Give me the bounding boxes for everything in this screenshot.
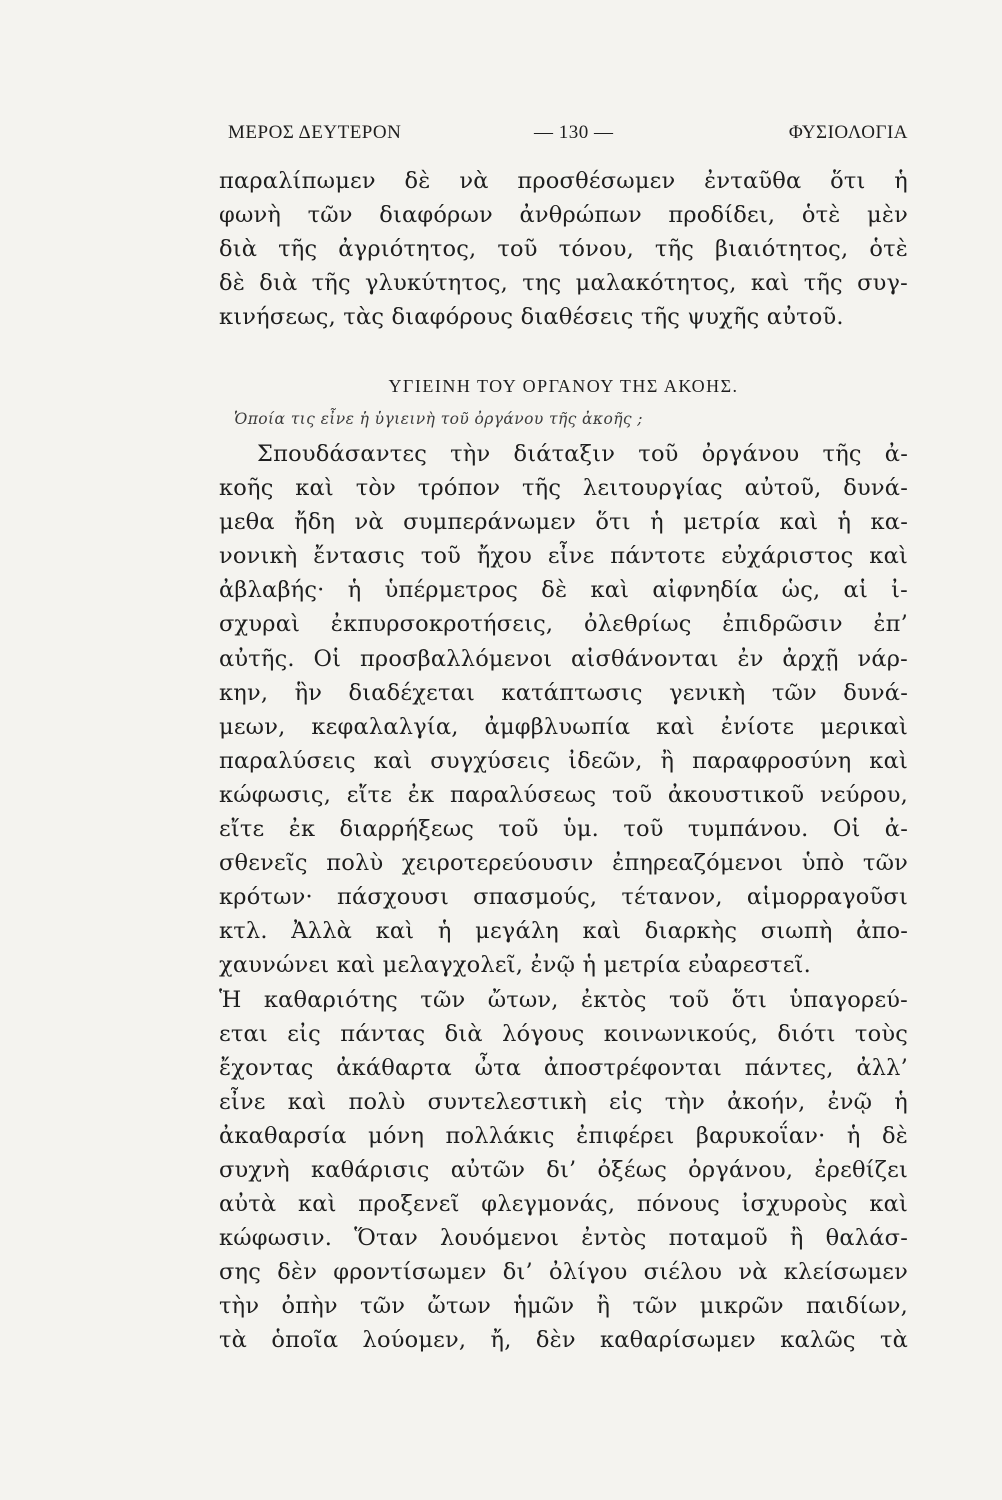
text-line: δὲ διὰ τῆς γλυκύτητος, της μαλακότητος, καὶ τῆς συγ- bbox=[219, 270, 908, 297]
text-line: διὰ τῆς ἀγριότητος, τοῦ τόνου, τῆς βιαιότητος, ὁτὲ bbox=[219, 236, 908, 263]
text-line: σχυραὶ ἐκπυρσοκροτήσεις, ὀλεθρίως ἐπιδρῶσιν ἐπ’ bbox=[219, 611, 908, 638]
section-body bbox=[219, 437, 908, 1358]
text-line: τὴν ὀπὴν τῶν ὤτων ἡμῶν ἢ τῶν μικρῶν παιδίων, bbox=[219, 1293, 908, 1320]
text-line: κινήσεως, τὰς διαφόρους διαθέσεις τῆς ψυχῆς αὐτοῦ. bbox=[219, 304, 844, 331]
text-line: παραλύσεις καὶ συγχύσεις ἰδεῶν, ἢ παραφροσύνη καὶ bbox=[219, 747, 908, 774]
text-line: φωνὴ τῶν διαφόρων ἀνθρώπων προδίδει, ὁτὲ μὲν bbox=[219, 202, 908, 229]
text-line: Ἡ καθαριότης τῶν ὤτων, ἐκτὸς τοῦ ὅτι ὑπαγορεύ- bbox=[219, 986, 908, 1013]
text-line: κρότων· πάσχουσι σπασμούς, τέτανον, αἱμορραγοῦσι bbox=[219, 884, 908, 911]
text-line: χαυνώνει καὶ μελαγχολεῖ, ἐνῷ ἡ μετρία εὐαρεστεῖ. bbox=[219, 952, 811, 979]
text-line: εἶνε καὶ πολὺ συντελεστικὴ εἰς τὴν ἀκοήν, ἐνῷ ἡ bbox=[219, 1088, 908, 1115]
text-line: κην, ἣν διαδέχεται κατάπτωσις γενικὴ τῶν δυνά- bbox=[219, 679, 908, 706]
header-part-title: ΜΕΡΟΣ ΔΕΥΤΕΡΟΝ bbox=[228, 122, 402, 143]
text-line: συχνὴ καθάρισις αὐτῶν δι’ ὀξέως ὀργάνου, ἐρεθίζει bbox=[219, 1156, 908, 1183]
text-line: παραλίπωμεν δὲ νὰ προσθέσωμεν ἐνταῦθα ὅτι ἡ bbox=[219, 168, 908, 194]
paragraph-continued bbox=[219, 164, 908, 334]
text-line: κώφωσις, εἴτε ἐκ παραλύσεως τοῦ ἀκουστικοῦ νεύρου, bbox=[219, 781, 908, 808]
text-line: νονικὴ ἔντασις τοῦ ἤχου εἶνε πάντοτε εὐχάριστος καὶ bbox=[219, 543, 908, 570]
text-line: κτλ. Ἀλλὰ καὶ ἡ μεγάλη καὶ διαρκὴς σιωπὴ ἀπο- bbox=[219, 918, 908, 945]
text-line: αὐτὰ καὶ προξενεῖ φλεγμονάς, πόνους ἰσχυροὺς καὶ bbox=[219, 1191, 908, 1218]
text-line: ἀκαθαρσία μόνη πολλάκις ἐπιφέρει βαρυκοΐαν· ἡ δὲ bbox=[219, 1122, 908, 1149]
text-line: μεων, κεφαλαλγία, ἀμφβλυωπία καὶ ἐνίοτε μερικαὶ bbox=[219, 713, 908, 740]
text-line: αὐτῆς. Οἱ προσβαλλόμενοι αἰσθάνονται ἐν ἀρχῇ νάρ- bbox=[219, 645, 908, 672]
text-line: εται εἰς πάντας διὰ λόγους κοινωνικούς, διότι τοὺς bbox=[219, 1020, 908, 1047]
text-line: μεθα ἤδη νὰ συμπεράνωμεν ὅτι ἡ μετρία καὶ ἡ κα- bbox=[219, 509, 908, 536]
text-line: ἀβλαβής· ἡ ὑπέρμετρος δὲ καὶ αἰφνηδία ὡς, αἱ ἰ- bbox=[219, 577, 908, 604]
text-line: εἴτε ἐκ διαρρήξεως τοῦ ὑμ. τοῦ τυμπάνου. Οἱ ἀ- bbox=[219, 816, 908, 843]
running-header bbox=[228, 122, 908, 152]
text-line: κώφωσιν. Ὅταν λουόμενοι ἐντὸς ποταμοῦ ἢ θαλάσ- bbox=[219, 1225, 908, 1252]
page-number: — 130 — bbox=[534, 122, 614, 143]
section-question: Ὁποία τις εἶνε ἡ ὑγιεινὴ τοῦ ὀργάνου τῆς ἀκοῆς ; bbox=[234, 410, 643, 428]
text-line: κοῆς καὶ τὸν τρόπον τῆς λειτουργίας αὐτοῦ, δυνά- bbox=[219, 475, 908, 502]
text-line: σης δὲν φροντίσωμεν δι’ ὀλίγου σιέλου νὰ κλείσωμεν bbox=[219, 1259, 908, 1286]
section-heading: ΥΓΙΕΙΝΗ ΤΟΥ ΟΡΓΑΝΟΥ ΤΗΣ ΑΚΟΗΣ. bbox=[388, 376, 739, 396]
header-chapter-title: ΦΥΣΙΟΛΟΓΙΑ bbox=[788, 122, 908, 143]
text-line: σθενεῖς πολὺ χειροτερεύουσιν ἐπηρεαζόμενοι ὑπὸ τῶν bbox=[219, 850, 908, 877]
text-line: τὰ ὁποῖα λούομεν, ἤ, δὲν καθαρίσωμεν καλῶς τὰ bbox=[219, 1327, 908, 1354]
text-line: Σπουδάσαντες τὴν διάταξιν τοῦ ὀργάνου τῆς ἀ- bbox=[257, 441, 908, 467]
text-line: ἔχοντας ἀκάθαρτα ὦτα ἀποστρέφονται πάντες, ἀλλ’ bbox=[219, 1054, 908, 1081]
